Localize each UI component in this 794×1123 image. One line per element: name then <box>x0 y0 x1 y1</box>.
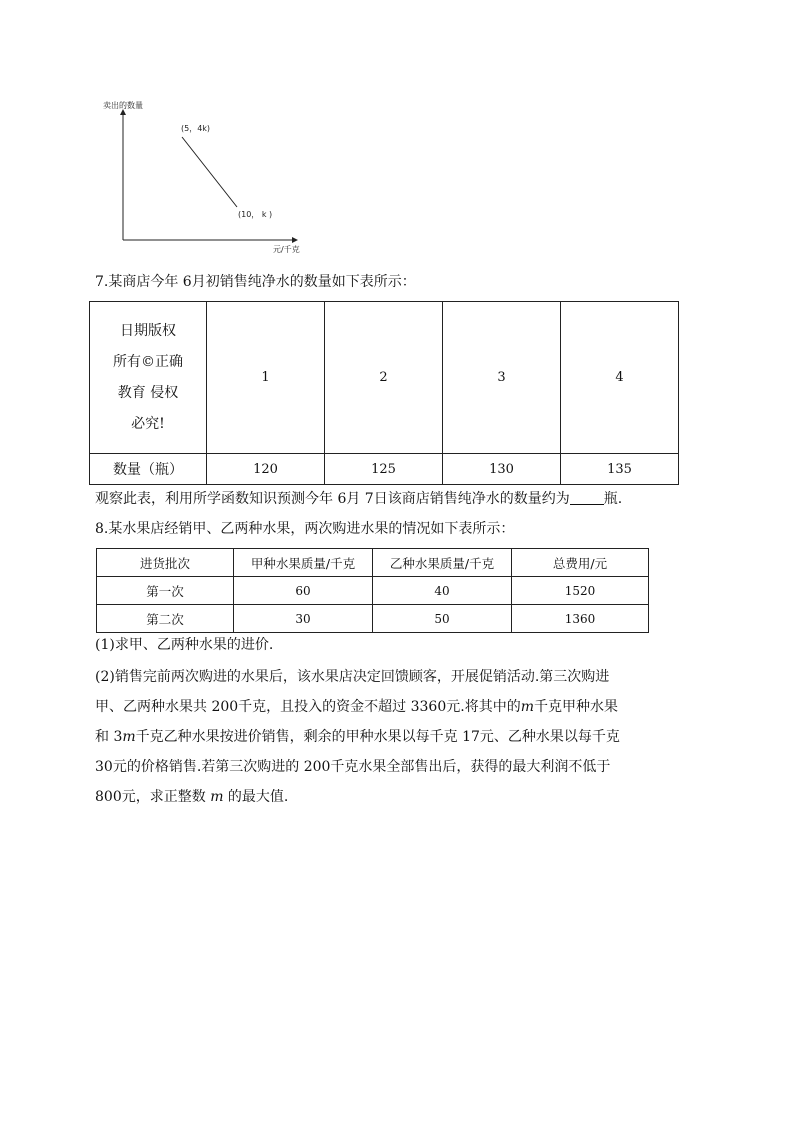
q7-day-cell: 3 <box>443 302 561 454</box>
text-span: 千克乙种水果按进价销售，剩余的甲种水果以每千克 17元、乙种水果以每千克 <box>135 729 620 745</box>
q8-part2-line <box>95 782 695 812</box>
q8-part2-line: (2)销售完前两次购进的水果后，该水果店决定回馈顾客，开展促销活动.第三次购进 <box>95 669 610 685</box>
q7-header-line: 日期版权 <box>120 322 176 339</box>
q8-value-cell: 30 <box>234 605 373 633</box>
q8-value-cell: 50 <box>373 605 512 633</box>
text-span: 和 3 <box>95 729 123 745</box>
q8-header-cell: 进货批次 <box>97 549 234 577</box>
q8-part1: (1)求甲、乙两种水果的进价. <box>95 637 274 653</box>
graph-svg <box>95 92 335 262</box>
q7-header-line: 教育 侵权 <box>117 384 179 401</box>
q8-header-cell: 甲种水果质量/千克 <box>234 549 373 577</box>
point-a-label: (5，4k) <box>181 124 211 133</box>
q7-day-cell: 2 <box>325 302 443 454</box>
q7-day-cell: 1 <box>207 302 325 454</box>
q7-quantity-cell: 135 <box>561 454 679 485</box>
q8-value-cell: 1520 <box>512 577 649 605</box>
text-span: 800元，求正整数 <box>95 789 206 805</box>
q7-row1-header <box>90 302 207 454</box>
text-span: 千克甲种水果 <box>533 699 618 715</box>
table-row <box>97 577 649 605</box>
q8-value-cell: 60 <box>234 577 373 605</box>
q8-part2-line <box>95 692 695 722</box>
x-axis-label: 元/千克 <box>273 245 300 254</box>
q7-header-line: 必究! <box>131 415 165 432</box>
q7-header-line: 所有©正确 <box>113 353 183 370</box>
q8-part2-line <box>95 722 695 752</box>
q7-day-cell: 4 <box>561 302 679 454</box>
q8-batch-cell: 第一次 <box>97 577 234 605</box>
point-b-label: (10， k ) <box>238 210 273 219</box>
q8-batch-cell: 第二次 <box>97 605 234 633</box>
q7-table <box>89 301 679 485</box>
variable-m: m <box>520 699 534 715</box>
q7-quantity-cell: 125 <box>325 454 443 485</box>
q8-value-cell: 40 <box>373 577 512 605</box>
text-span: 甲、乙两种水果共 200千克，且投入的资金不超过 3360元.将其中的 <box>95 699 521 715</box>
graph-line <box>182 137 237 207</box>
q8-title: 8.某水果店经销甲、乙两种水果，两次购进水果的情况如下表所示： <box>95 521 515 537</box>
q7-question <box>95 489 622 509</box>
q8-part2-line: 30元的价格销售.若第三次购进的 200千克水果全部售出后，获得的最大利润不低于 <box>95 759 611 775</box>
q7-quantity-cell: 130 <box>443 454 561 485</box>
price-quantity-graph <box>95 92 335 262</box>
text-span: 的最大值. <box>227 789 289 805</box>
q7-row2-header: 数量（瓶） <box>90 454 207 485</box>
q8-header-cell: 乙种水果质量/千克 <box>373 549 512 577</box>
table-row <box>97 605 649 633</box>
variable-m: m <box>122 729 136 745</box>
y-axis-label: 卖出的数量 <box>103 101 143 110</box>
q7-question-prefix: 观察此表，利用所学函数知识预测今年 6月 7日该商店销售纯净水的数量约为 <box>95 491 570 507</box>
variable-m: m <box>210 789 224 805</box>
q8-header-cell: 总费用/元 <box>512 549 649 577</box>
q7-quantity-cell: 120 <box>207 454 325 485</box>
q7-question-suffix: 瓶. <box>603 491 623 507</box>
q8-table <box>96 548 649 633</box>
answer-blank <box>570 490 604 505</box>
q8-part2 <box>95 662 695 812</box>
q7-title: 7.某商店今年 6月初销售纯净水的数量如下表所示： <box>95 274 416 290</box>
q8-value-cell: 1360 <box>512 605 649 633</box>
